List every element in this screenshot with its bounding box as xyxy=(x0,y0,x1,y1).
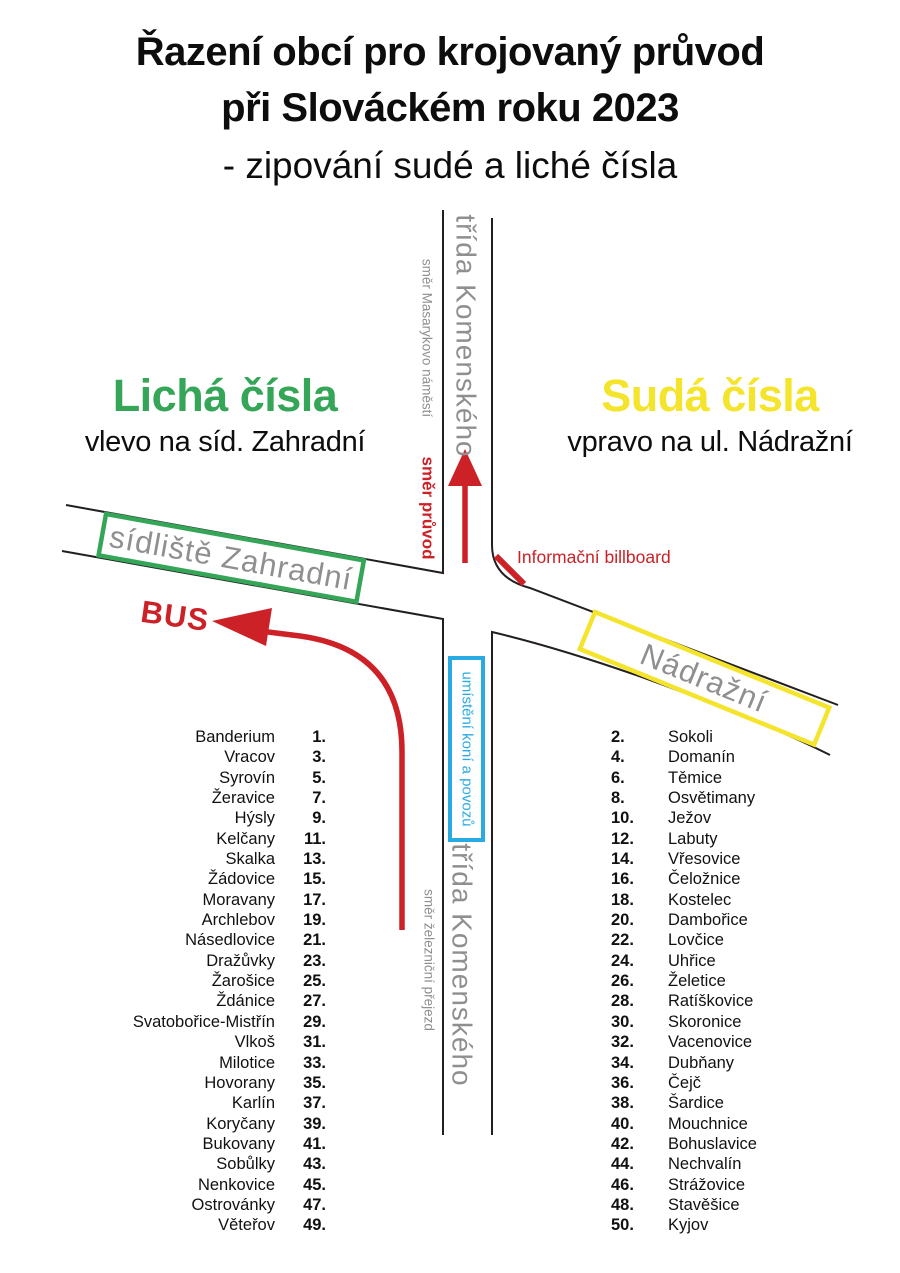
municipality-name: Žarošice xyxy=(211,972,275,991)
list-item xyxy=(611,1114,881,1134)
municipality-number: 34. xyxy=(611,1053,634,1072)
road-komenskeho-top-right-edge xyxy=(492,218,838,705)
municipality-number: 11. xyxy=(303,829,326,848)
municipality-number: 43. xyxy=(303,1155,326,1174)
list-item xyxy=(611,768,881,788)
municipality-name: Skoronice xyxy=(668,1012,742,1031)
municipality-number: 49. xyxy=(303,1216,326,1235)
municipality-number: 38. xyxy=(611,1094,634,1113)
municipality-number: 3. xyxy=(312,748,326,767)
municipality-number: 22. xyxy=(611,931,634,950)
municipality-name: Koryčany xyxy=(206,1114,275,1133)
municipality-number: 36. xyxy=(611,1073,634,1092)
municipality-name: Nenkovice xyxy=(197,1175,275,1194)
list-item xyxy=(611,849,881,869)
municipality-name: Syrovín xyxy=(219,768,275,787)
list-item xyxy=(60,747,326,767)
list-item xyxy=(611,869,881,889)
municipality-number: 45. xyxy=(303,1175,326,1194)
municipality-number: 21. xyxy=(303,931,326,950)
list-item xyxy=(60,849,326,869)
municipality-name: Archlebov xyxy=(201,911,275,930)
list-item xyxy=(60,1093,326,1113)
list-item xyxy=(611,1215,881,1235)
list-item xyxy=(60,808,326,828)
municipality-number: 47. xyxy=(303,1195,326,1214)
list-item xyxy=(611,788,881,808)
municipality-number: 48. xyxy=(611,1195,634,1214)
municipality-name: Těmice xyxy=(668,768,723,787)
municipality-name: Násedlovice xyxy=(185,931,275,950)
municipality-number: 39. xyxy=(303,1114,326,1133)
municipality-name: Ostrovánky xyxy=(191,1195,275,1214)
list-item xyxy=(60,1053,326,1073)
municipality-number: 13. xyxy=(303,850,326,869)
list-item xyxy=(60,768,326,788)
bus-arrow-head xyxy=(212,608,272,646)
municipality-number: 41. xyxy=(303,1134,326,1153)
list-item xyxy=(60,910,326,930)
municipality-number: 27. xyxy=(303,992,326,1011)
direction-label-parade: směr průvod xyxy=(418,456,438,560)
list-item xyxy=(611,747,881,767)
municipality-name: Svatobořice-Mistřín xyxy=(132,1012,275,1031)
bus-label: BUS xyxy=(138,593,212,639)
municipality-name: Vracov xyxy=(224,748,275,767)
list-item xyxy=(60,1073,326,1093)
list-item xyxy=(611,727,881,747)
municipality-name: Bukovany xyxy=(202,1134,275,1153)
list-item xyxy=(611,951,881,971)
parade-arrow-up xyxy=(448,449,482,563)
municipality-number: 28. xyxy=(611,992,634,1011)
municipality-number: 16. xyxy=(611,870,634,889)
municipality-number: 1. xyxy=(312,728,326,746)
even-municipality-list xyxy=(611,727,881,1236)
list-item xyxy=(611,1053,881,1073)
municipality-name: Banderium xyxy=(195,728,275,746)
municipality-name: Skalka xyxy=(225,850,275,869)
municipality-number: 46. xyxy=(611,1175,634,1194)
municipality-number: 17. xyxy=(303,890,326,909)
list-item xyxy=(60,1215,326,1235)
municipality-name: Sobůlky xyxy=(216,1155,275,1174)
municipality-name: Osvětimany xyxy=(668,789,756,808)
municipality-number: 33. xyxy=(303,1053,326,1072)
municipality-number: 44. xyxy=(611,1155,634,1174)
municipality-name: Žádovice xyxy=(208,870,275,889)
municipality-number: 4. xyxy=(611,748,625,767)
municipality-name: Domanín xyxy=(668,748,735,767)
municipality-name: Dubňany xyxy=(668,1053,735,1072)
list-item xyxy=(60,1032,326,1052)
municipality-name: Bohuslavice xyxy=(668,1134,757,1153)
list-item xyxy=(611,1093,881,1113)
list-item xyxy=(611,910,881,930)
odd-municipality-list xyxy=(60,727,326,1236)
municipality-number: 29. xyxy=(303,1012,326,1031)
list-item xyxy=(60,971,326,991)
municipality-name: Dambořice xyxy=(668,911,748,930)
list-item xyxy=(611,1012,881,1032)
municipality-number: 37. xyxy=(303,1094,326,1113)
municipality-number: 12. xyxy=(611,829,634,848)
municipality-number: 9. xyxy=(312,809,326,828)
municipality-name: Ždánice xyxy=(216,992,275,1011)
municipality-name: Žeravice xyxy=(211,789,275,808)
municipality-name: Lovčice xyxy=(668,931,724,950)
municipality-name: Kyjov xyxy=(668,1216,709,1235)
municipality-number: 23. xyxy=(303,951,326,970)
list-item xyxy=(611,808,881,828)
list-item xyxy=(611,1134,881,1154)
odd-subheading-text: vlevo na síd. Zahradní xyxy=(84,426,366,458)
horses-label: umístění koní a povozů xyxy=(458,671,476,827)
municipality-name: Dražůvky xyxy=(206,951,275,970)
list-item xyxy=(60,1175,326,1195)
list-item xyxy=(60,1195,326,1215)
municipality-name: Stavěšice xyxy=(668,1195,740,1214)
municipality-name: Vacenovice xyxy=(668,1033,753,1052)
list-item xyxy=(611,971,881,991)
street-label-zahradni: sídliště Zahradní xyxy=(106,518,356,598)
list-item xyxy=(611,1175,881,1195)
municipality-name: Mouchnice xyxy=(668,1114,748,1133)
municipality-number: 8. xyxy=(611,789,625,808)
municipality-number: 26. xyxy=(611,972,634,991)
municipality-name: Hýsly xyxy=(234,809,275,828)
list-item xyxy=(60,869,326,889)
list-item xyxy=(60,788,326,808)
municipality-name: Ratíškovice xyxy=(668,992,754,1011)
list-item xyxy=(60,930,326,950)
municipality-number: 42. xyxy=(611,1134,634,1153)
list-item xyxy=(60,991,326,1011)
title-line2: při Slováckém roku 2023 xyxy=(221,86,679,130)
municipality-name: Čejč xyxy=(668,1073,702,1092)
list-item xyxy=(611,1154,881,1174)
municipality-number: 19. xyxy=(303,911,326,930)
municipality-name: Uhřice xyxy=(668,951,716,970)
list-item xyxy=(60,890,326,910)
municipality-number: 31. xyxy=(303,1033,326,1052)
municipality-name: Šardice xyxy=(668,1094,724,1113)
municipality-name: Moravany xyxy=(202,890,275,909)
list-item xyxy=(611,1032,881,1052)
municipality-name: Ježov xyxy=(668,809,712,828)
direction-label-masarykovo: směr Masarykovo náměstí xyxy=(419,258,435,418)
list-item xyxy=(60,829,326,849)
list-item xyxy=(60,1154,326,1174)
street-label-komenskeho-bottom: třída Komenského xyxy=(446,843,478,1087)
even-heading-text: Sudá čísla xyxy=(601,370,819,421)
list-item xyxy=(611,1195,881,1215)
municipality-number: 5. xyxy=(312,768,326,787)
municipality-number: 32. xyxy=(611,1033,634,1052)
street-label-komenskeho-top: třída Komenského xyxy=(450,214,482,458)
municipality-name: Milotice xyxy=(219,1053,275,1072)
municipality-number: 30. xyxy=(611,1012,634,1031)
list-item xyxy=(611,930,881,950)
title-line1: Řazení obcí pro krojovaný průvod xyxy=(135,30,765,74)
even-subheading-text: vpravo na ul. Nádražní xyxy=(567,426,853,458)
municipality-name: Hovorany xyxy=(204,1073,275,1092)
municipality-name: Nechvalín xyxy=(668,1155,742,1174)
municipality-number: 7. xyxy=(312,789,326,808)
list-item xyxy=(60,1134,326,1154)
list-item xyxy=(60,1012,326,1032)
billboard-label: Informační billboard xyxy=(517,547,671,567)
municipality-number: 50. xyxy=(611,1216,634,1235)
list-item xyxy=(611,890,881,910)
municipality-number: 15. xyxy=(303,870,326,889)
municipality-number: 6. xyxy=(611,768,625,787)
municipality-name: Vlkoš xyxy=(234,1033,275,1052)
municipality-number: 18. xyxy=(611,890,634,909)
municipality-number: 20. xyxy=(611,911,634,930)
municipality-number: 25. xyxy=(303,972,326,991)
municipality-name: Věteřov xyxy=(218,1216,275,1235)
municipality-name: Sokoli xyxy=(668,728,713,746)
list-item xyxy=(611,829,881,849)
title-line3: - zipování sudé a liché čísla xyxy=(222,145,678,186)
list-item xyxy=(60,951,326,971)
municipality-name: Čeložnice xyxy=(668,870,741,889)
municipality-name: Kelčany xyxy=(216,829,275,848)
municipality-name: Labuty xyxy=(668,829,718,848)
municipality-name: Želetice xyxy=(668,972,726,991)
municipality-name: Vřesovice xyxy=(668,850,741,869)
municipality-number: 24. xyxy=(611,951,634,970)
municipality-number: 10. xyxy=(611,809,634,828)
street-label-nadrazni: Nádražní xyxy=(635,636,773,720)
municipality-number: 14. xyxy=(611,850,634,869)
municipality-name: Kostelec xyxy=(668,890,732,909)
list-item xyxy=(60,1114,326,1134)
municipality-name: Strážovice xyxy=(668,1175,746,1194)
odd-heading-text: Lichá čísla xyxy=(112,370,338,421)
municipality-number: 40. xyxy=(611,1114,634,1133)
municipality-number: 35. xyxy=(303,1073,326,1092)
list-item xyxy=(611,1073,881,1093)
direction-label-railway: směr železniční přejezd xyxy=(421,889,437,1031)
municipality-number: 2. xyxy=(611,728,625,746)
municipality-name: Karlín xyxy=(231,1094,275,1113)
list-item xyxy=(611,991,881,1011)
list-item xyxy=(60,727,326,747)
